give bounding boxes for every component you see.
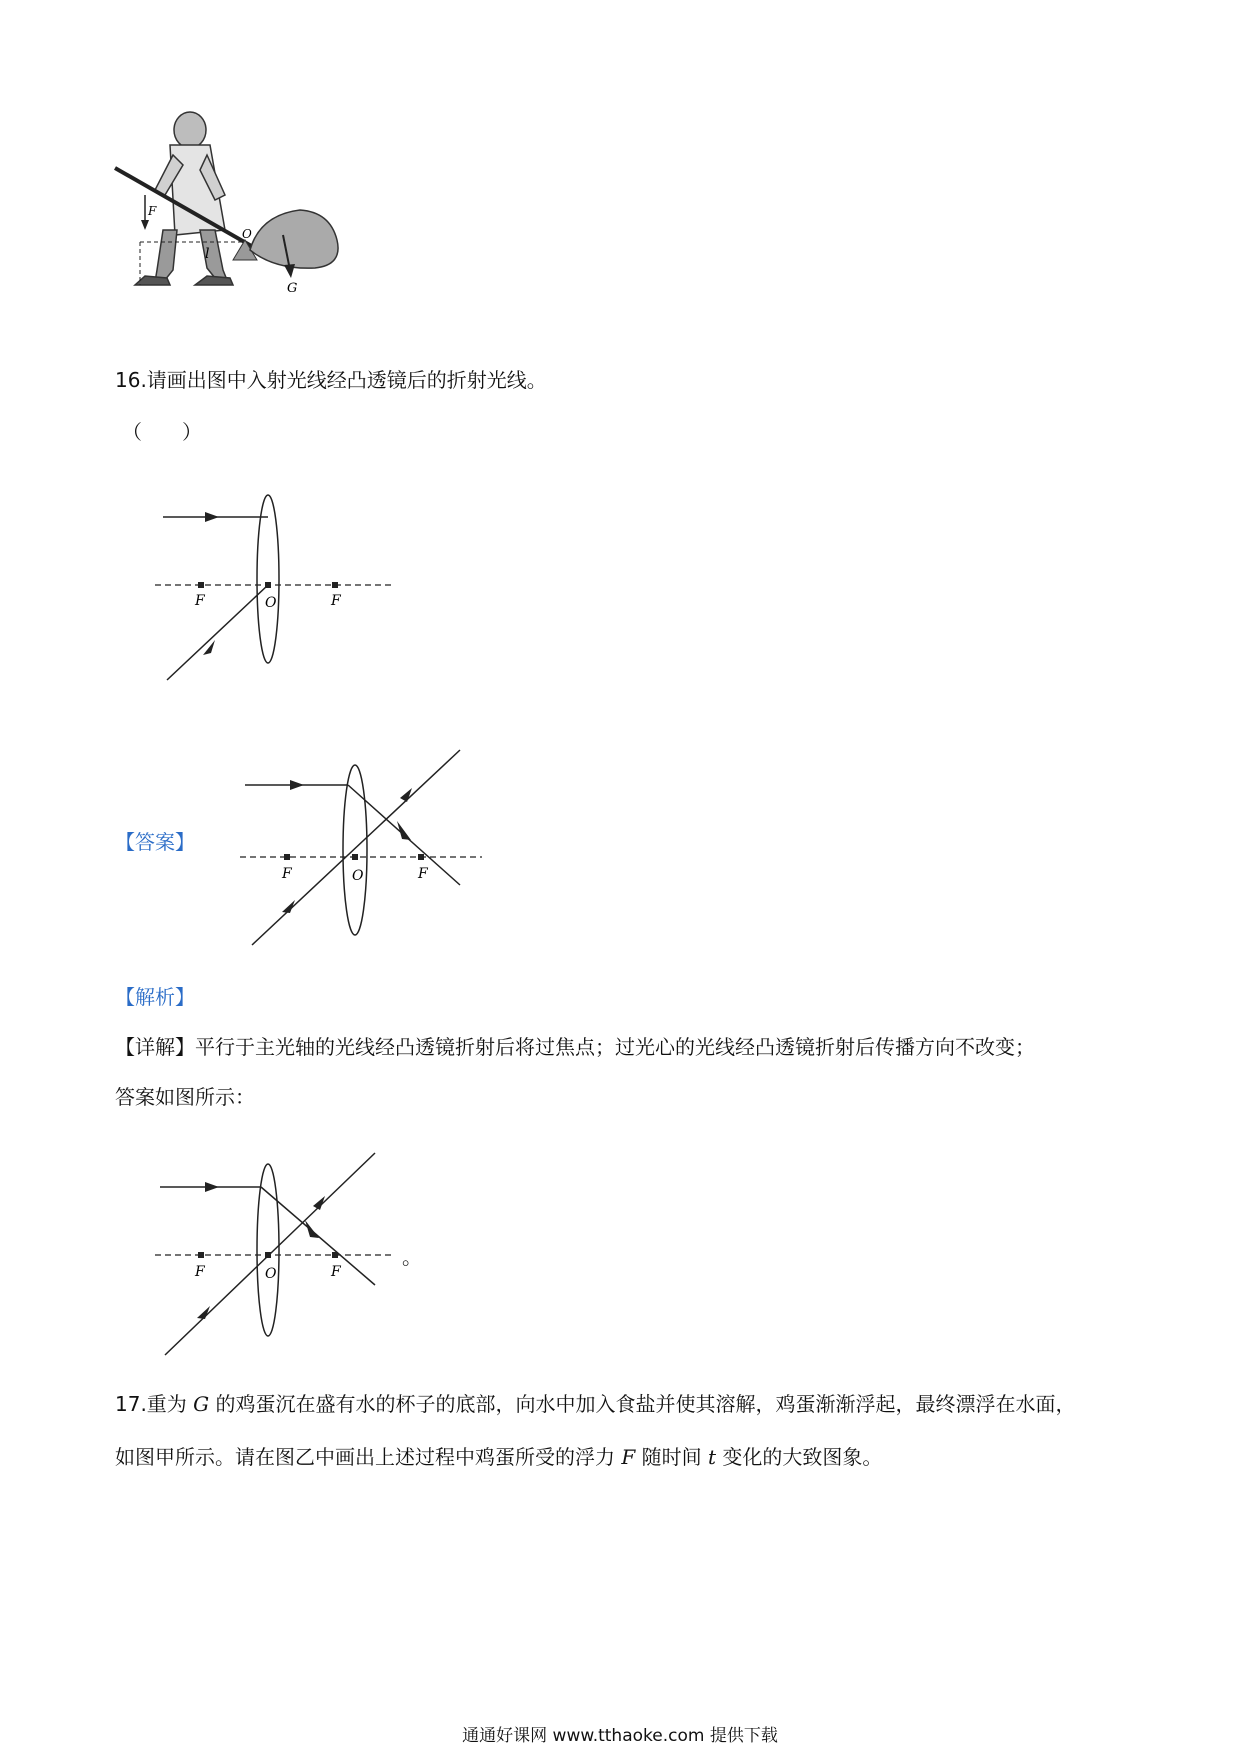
footer: 通通好课网 www.tthaoke.com 提供下载 — [462, 1726, 778, 1746]
lens-a-f-left: F — [282, 866, 292, 882]
lens-e-o: O — [265, 1266, 277, 1282]
lens-figure-answer — [240, 745, 490, 960]
q17-line2-c: 变化的大致图象。 — [716, 1445, 883, 1469]
lever-label-f: F — [148, 204, 157, 218]
lens-a-o: O — [352, 868, 364, 884]
detail-line-2: 答案如图所示： — [115, 1085, 255, 1109]
lens-figure-explanation — [155, 1150, 405, 1365]
q17-g: G — [193, 1392, 210, 1416]
q17-f: F — [621, 1445, 636, 1469]
lever-label-o: O — [242, 227, 252, 241]
q17-part1: 17.重为 — [115, 1392, 194, 1416]
detail-tag: 【详解】 — [115, 1035, 195, 1059]
lens-e-f-right: F — [331, 1264, 341, 1280]
lever-label-l: l — [205, 246, 210, 262]
lever-label-g: G — [287, 281, 298, 296]
lens-q-f-right: F — [331, 593, 341, 609]
answer-tag: 【答案】 — [115, 830, 195, 854]
end-mark: 。 — [402, 1245, 422, 1269]
analysis-tag: 【解析】 — [115, 985, 195, 1009]
lens-a-f-right: F — [418, 866, 428, 882]
question-17-line-1 — [115, 1390, 1076, 1418]
detail-line-1 — [115, 1033, 1035, 1061]
q17-line2-b: 随时间 — [635, 1445, 708, 1469]
lever-figure — [115, 100, 395, 325]
question-16: 16.请画出图中入射光线经凸透镜后的折射光线。 — [115, 368, 547, 392]
q17-line2-a: 如图甲所示。请在图乙中画出上述过程中鸡蛋所受的浮力 — [115, 1445, 622, 1469]
detail-text: 平行于主光轴的光线经凸透镜折射后将过焦点；过光心的光线经凸透镜折射后传播方向不改变； — [195, 1035, 1035, 1059]
q17-part2: 的鸡蛋沉在盛有水的杯子的底部，向水中加入食盐并使其溶解，鸡蛋渐渐浮起，最终漂浮在水面， — [209, 1392, 1076, 1416]
question-17-line-2 — [115, 1443, 882, 1471]
rock — [250, 210, 338, 268]
question-16-blank: （ ） — [122, 420, 202, 444]
lens-q-f-left: F — [195, 593, 205, 609]
lens-e-f-left: F — [195, 1264, 205, 1280]
lens-figure-question — [155, 495, 405, 685]
lens-q-o: O — [265, 595, 277, 611]
person-illustration — [135, 112, 233, 285]
q17-t: t — [707, 1445, 717, 1469]
